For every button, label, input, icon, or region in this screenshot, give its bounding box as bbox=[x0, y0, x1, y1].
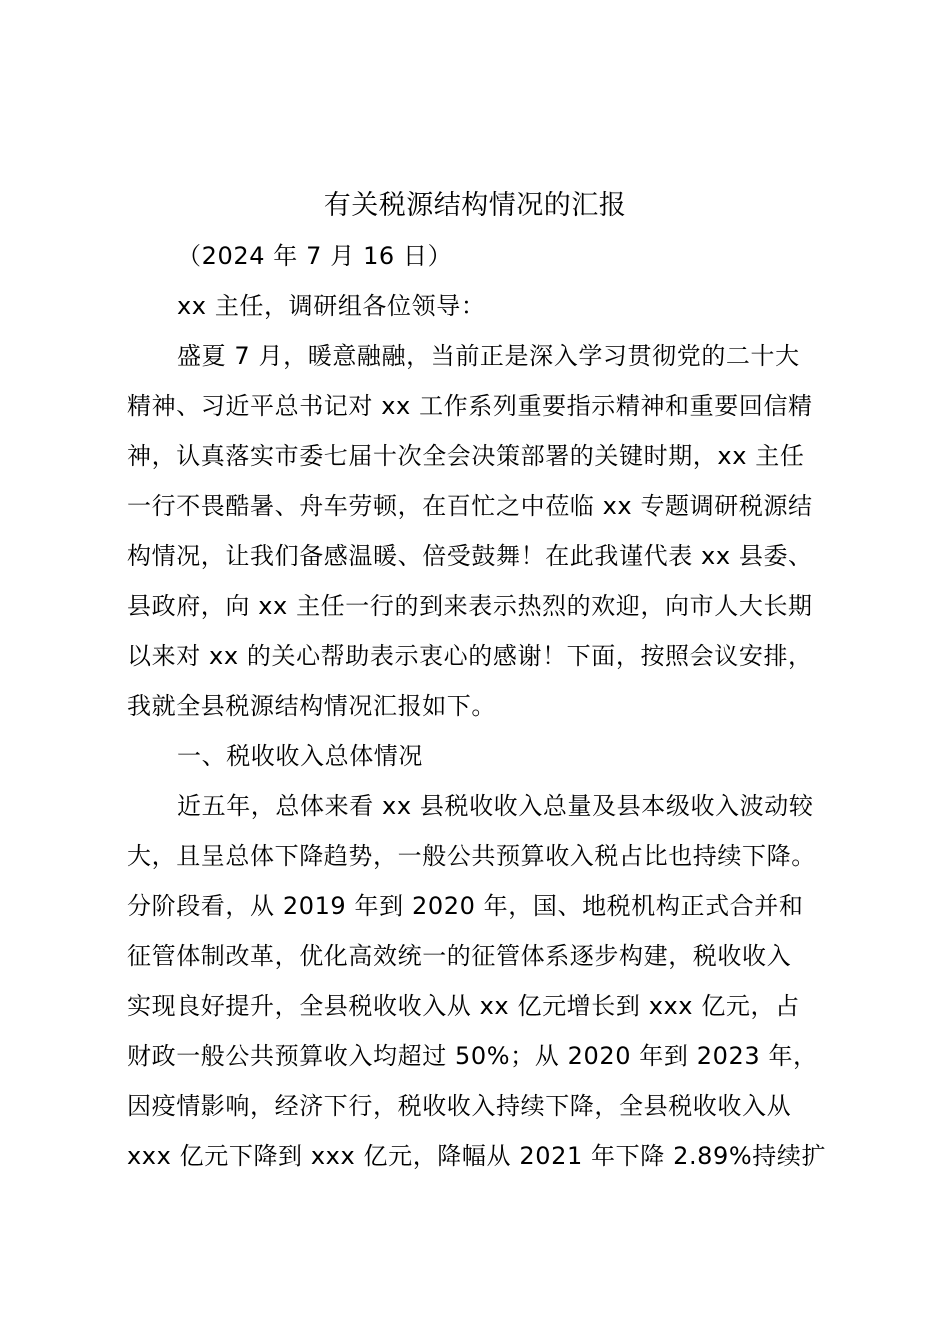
section-heading: 一、税收收入总体情况 bbox=[177, 742, 423, 770]
paragraph-line: 近五年，总体来看 xx 县税收收入总量及县本级收入波动较 bbox=[177, 792, 814, 820]
paragraph-line: 分阶段看，从 2019 年到 2020 年，国、地税机构正式合并和 bbox=[127, 892, 804, 920]
paragraph-line: 我就全县税源结构情况汇报如下。 bbox=[127, 692, 496, 720]
paragraph-line: 财政一般公共预算收入均超过 50%；从 2020 年到 2023 年， bbox=[127, 1042, 818, 1070]
salutation: xx 主任，调研组各位领导： bbox=[177, 292, 486, 320]
paragraph-line: 神，认真落实市委七届十次全会决策部署的关键时期，xx 主任 bbox=[127, 442, 805, 470]
paragraph-line: 县政府，向 xx 主任一行的到来表示热烈的欢迎，向市人大长期 bbox=[127, 592, 813, 620]
paragraph-line: 一行不畏酷暑、舟车劳顿，在百忙之中莅临 xx 专题调研税源结 bbox=[127, 492, 813, 520]
paragraph-line: 盛夏 7 月，暖意融融，当前正是深入学习贯彻党的二十大 bbox=[177, 342, 800, 370]
paragraph-line: xxx 亿元下降到 xxx 亿元，降幅从 2021 年下降 2.89%持续扩 bbox=[127, 1142, 827, 1170]
paragraph-line: 构情况，让我们备感温暖、倍受鼓舞！在此我谨代表 xx 县委、 bbox=[127, 542, 813, 570]
paragraph-line: 因疫情影响，经济下行，税收收入持续下降，全县税收收入从 bbox=[127, 1092, 792, 1120]
paragraph-line: 征管体制改革，优化高效统一的征管体系逐步构建，税收收入 bbox=[127, 942, 792, 970]
paragraph-line: 以来对 xx 的关心帮助表示衷心的感谢！下面，按照会议安排， bbox=[127, 642, 813, 670]
paragraph-line: 精神、习近平总书记对 xx 工作系列重要指示精神和重要回信精 bbox=[127, 392, 813, 420]
paragraph-line: 大，且呈总体下降趋势，一般公共预算收入税占比也持续下降。 bbox=[127, 842, 816, 870]
paragraph-line: 实现良好提升，全县税收收入从 xx 亿元增长到 xxx 亿元，占 bbox=[127, 992, 800, 1020]
document-title: 有关税源结构情况的汇报 bbox=[323, 190, 627, 221]
document-date: （2024 年 7 月 16 日） bbox=[177, 242, 453, 270]
